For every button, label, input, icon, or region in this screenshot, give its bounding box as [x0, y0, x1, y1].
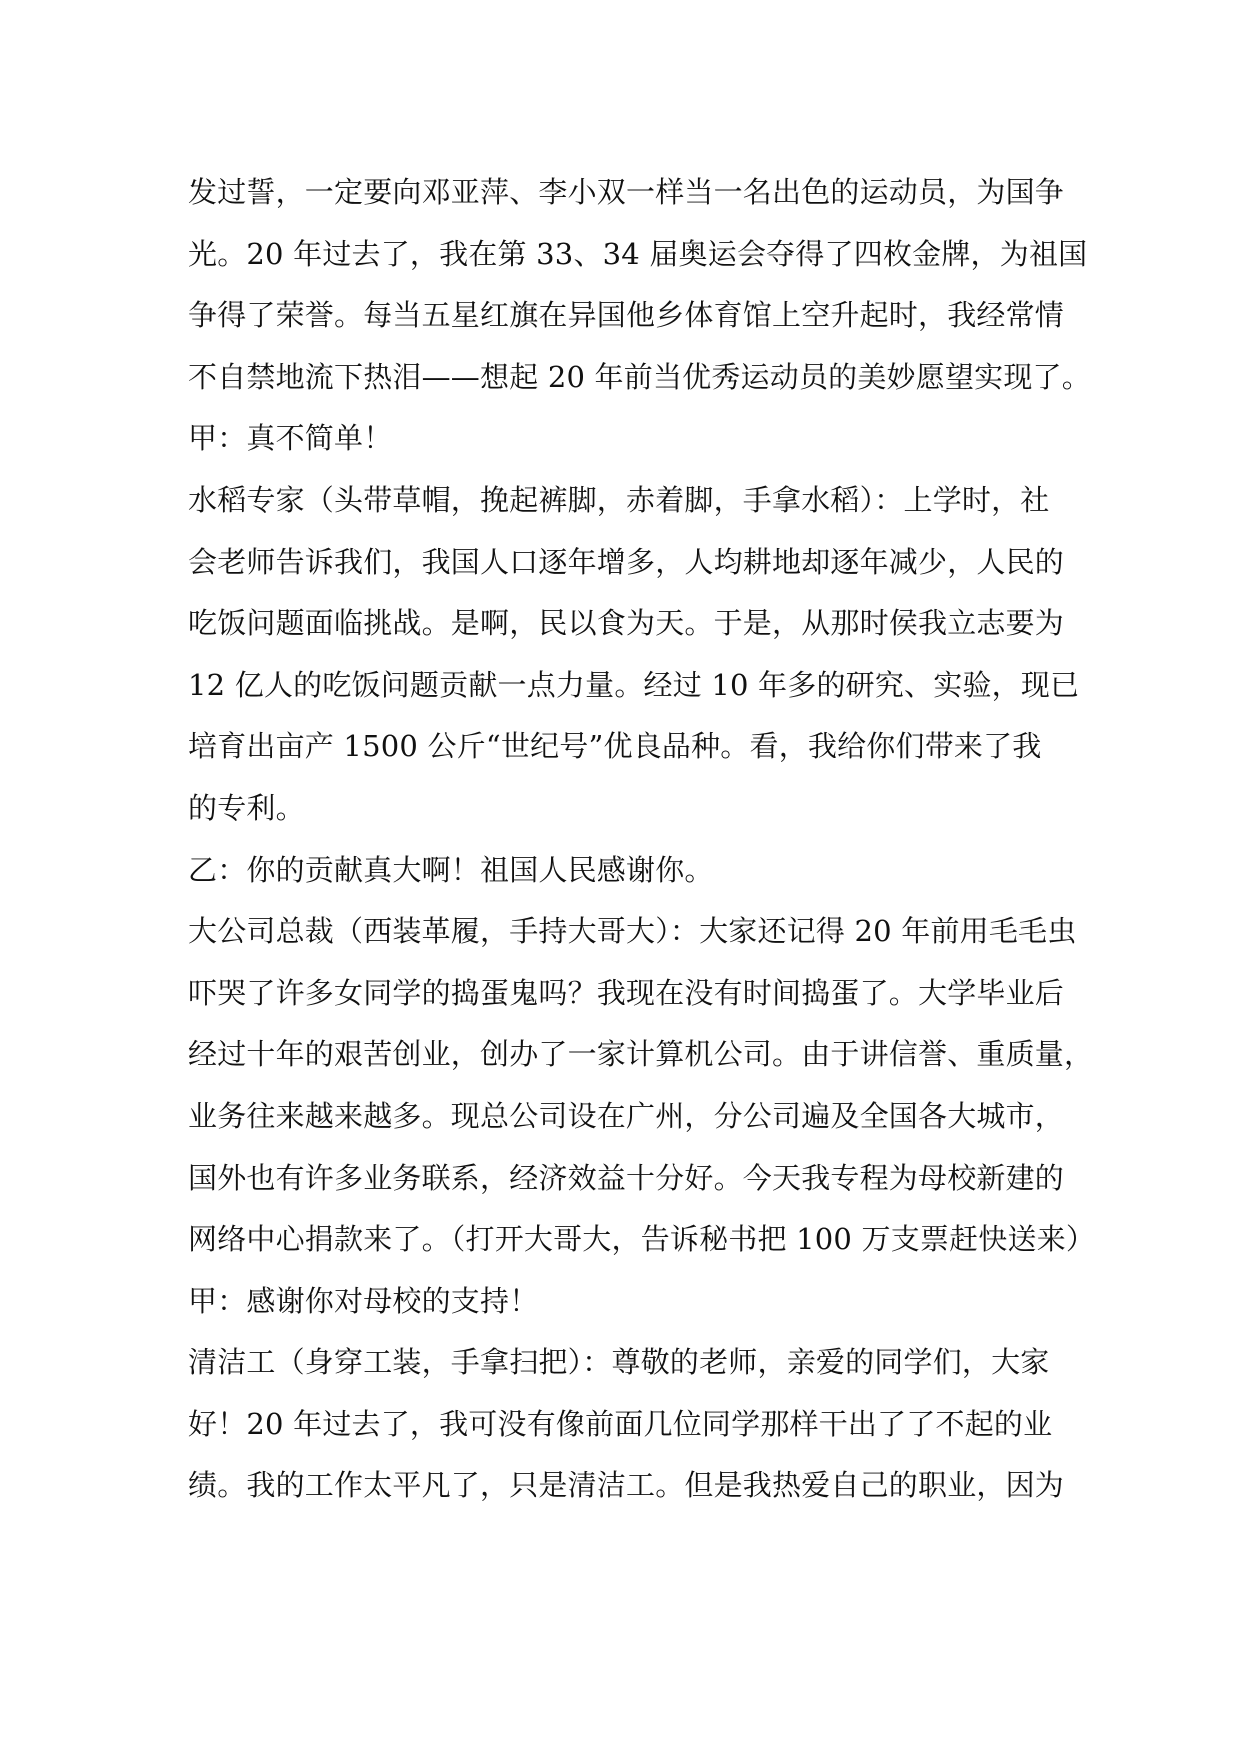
text-line: 不自禁地流下热泪——想起 20 年前当优秀运动员的美妙愿望实现了。	[188, 359, 1091, 394]
text-line: 国外也有许多业务联系，经济效益十分好。今天我专程为母校新建的	[188, 1160, 1065, 1195]
text-line: 吃饭问题面临挑战。是啊，民以食为天。于是，从那时侯我立志要为	[188, 606, 1065, 641]
text-line: 培育出亩产 1500 公斤“世纪号”优良品种。看，我给你们带来了我	[188, 729, 1042, 764]
text-line: 会老师告诉我们，我国人口逐年增多，人均耕地却逐年减少，人民的	[188, 544, 1065, 579]
text-line: 业务往来越来越多。现总公司设在广州，分公司遍及全国各大城市，	[188, 1098, 1065, 1133]
text-line: 发过誓，一定要向邓亚萍、李小双一样当一名出色的运动员，为国争	[188, 175, 1065, 209]
text-line: 网络中心捐款来了。（打开大哥大，告诉秘书把 100 万支票赶快送来）	[188, 1222, 1096, 1257]
document-body	[188, 162, 1096, 1517]
text-line: 大公司总裁（西装革履，手持大哥大）：大家还记得 20 年前用毛毛虫	[188, 914, 1077, 949]
text-line: 光。20 年过去了，我在第 33、34 届奥运会夺得了四枚金牌，为祖国	[188, 236, 1088, 271]
dialogue-line: 甲：真不简单！	[188, 421, 393, 456]
text-line: 经过十年的艰苦创业，创办了一家计算机公司。由于讲信誉、重质量，	[188, 1037, 1094, 1072]
text-line: 争得了荣誉。每当五星红旗在异国他乡体育馆上空升起时，我经常情	[188, 298, 1065, 333]
text-line: 好！20 年过去了，我可没有像前面几位同学那样干出了了不起的业	[188, 1406, 1053, 1441]
dialogue-line: 甲：感谢你对母校的支持！	[188, 1283, 539, 1318]
dialogue-line: 乙：你的贡献真大啊！祖国人民感谢你。	[188, 852, 714, 887]
text-line: 吓哭了许多女同学的捣蛋鬼吗？我现在没有时间捣蛋了。大学毕业后	[188, 975, 1065, 1010]
text-line: 绩。我的工作太平凡了，只是清洁工。但是我热爱自己的职业，因为	[188, 1468, 1065, 1503]
text-line: 清洁工（身穿工装，手拿扫把）：尊敬的老师，亲爱的同学们，大家	[188, 1345, 1050, 1380]
text-line: 水稻专家（头带草帽，挽起裤脚，赤着脚，手拿水稻）：上学时，社	[188, 482, 1050, 517]
text-line: 12 亿人的吃饭问题贡献一点力量。经过 10 年多的研究、实验，现已	[188, 667, 1080, 702]
text-line: 的专利。	[188, 790, 305, 825]
